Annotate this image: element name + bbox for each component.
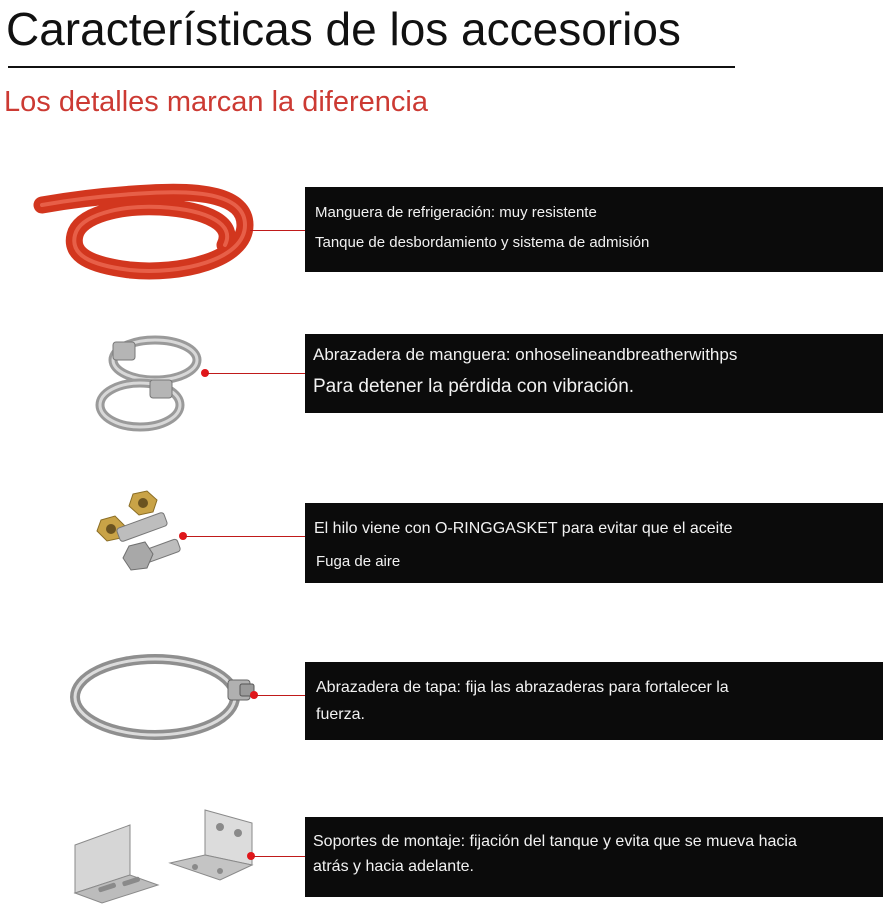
feature-line: Tanque de desbordamiento y sistema de admisión [315,234,650,251]
title-divider [8,66,735,68]
coolant-hose-icon [30,165,260,290]
band-clamp-icon [70,650,260,745]
feature-box [305,187,883,272]
connector-line [185,536,305,537]
page-subtitle: Los detalles marcan la diferencia [4,86,428,118]
connector-line [256,695,305,696]
feature-line: fuerza. [316,706,365,723]
feature-line: Abrazadera de manguera: onhoselineandbreatherwithps [313,345,738,364]
feature-line: Soportes de montaje: fijación del tanque y evita que se mueva hacia [313,833,797,850]
connector-line [207,373,305,374]
page-title: Características de los accesorios [6,3,681,55]
connector-line [253,856,305,857]
feature-box [305,334,883,413]
feature-line: Fuga de aire [316,553,401,570]
feature-line: El hilo viene con O-RINGGASKET para evitar que el aceite [314,520,733,537]
feature-box [305,662,883,740]
feature-box [305,503,883,583]
hose-clamps-icon [95,330,210,440]
feature-line: Abrazadera de tapa: fija las abrazaderas para fortalecer la [316,679,729,696]
mounting-brackets-icon [70,805,260,905]
bolts-nuts-icon [95,488,190,578]
feature-line: Manguera de refrigeración: muy resistente [315,204,597,221]
feature-line: atrás y hacia adelante. [313,858,474,875]
connector-line [250,230,305,231]
feature-line: Para detener la pérdida con vibración. [313,376,635,397]
feature-box [305,817,883,897]
